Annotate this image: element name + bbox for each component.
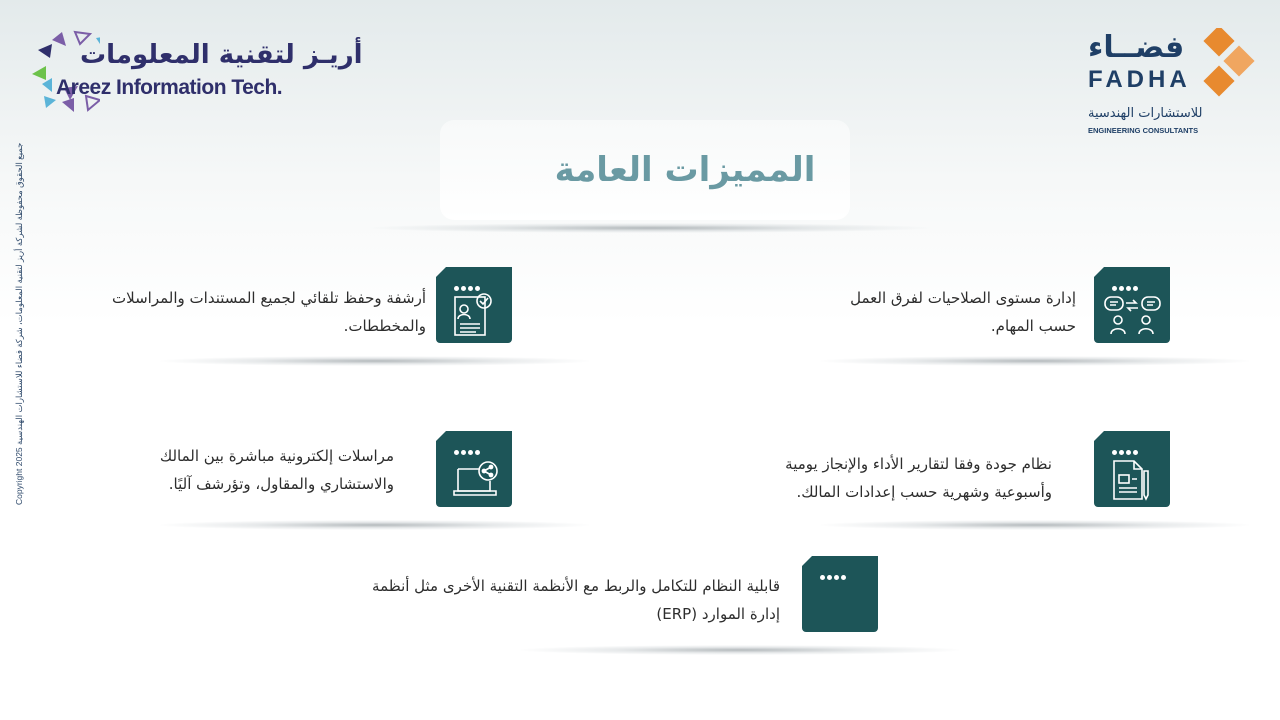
fadha-subtitle-arabic: للاستشارات الهندسية (1088, 106, 1203, 121)
fadha-subtitle-english: ENGINEERING CONSULTANTS (1088, 126, 1199, 135)
document-profile-icon (450, 289, 500, 339)
feature-card (1094, 267, 1170, 343)
feature-divider (160, 520, 590, 530)
copyright-text: Copyright 2025 جميع الحقوق محفوظة لشركة أريز لتقنية المعلومات، شركة فضاء للاستشارات الهندسية (14, 142, 24, 505)
feature-text: أرشفة وحفظ تلقائي لجميع المستندات والمراسلات والمخططات. (112, 289, 426, 335)
feature-divider (520, 645, 960, 655)
feature-text: نظام جودة وفقا لتقارير الأداء والإنجاز يومية وأسبوعية وشهرية حسب إعدادات المالك. (785, 455, 1052, 501)
diamonds-logo-icon (1188, 28, 1258, 108)
areez-english-name: Areez Information Tech. (56, 76, 283, 99)
feature-text: إدارة مستوى الصلاحيات لفرق العمل حسب المهام. (850, 289, 1076, 335)
dots-icon (1112, 450, 1138, 455)
dots-icon (1112, 286, 1138, 291)
feature-divider (160, 356, 590, 366)
feature-card (1094, 431, 1170, 507)
dots-icon (820, 575, 846, 580)
feature-card (802, 556, 878, 632)
fadha-logo (1080, 28, 1260, 143)
fadha-arabic-name: فضــاء (1088, 30, 1185, 65)
feature-divider (820, 520, 1250, 530)
page-title: المميزات العامة (554, 150, 816, 190)
feature-text: مراسلات إلكترونية مباشرة بين المالك والاستشاري والمقاول، وتؤرشف آليًا. (159, 447, 394, 493)
feature-card (436, 267, 512, 343)
team-chat-icon (1102, 293, 1162, 339)
areez-arabic-name: أريـز لتقنية المعلومات (80, 40, 363, 70)
laptop-share-icon (450, 459, 500, 503)
feature-card (436, 431, 512, 507)
fadha-english-name: FADHA (1088, 66, 1191, 93)
title-box (440, 120, 850, 220)
feature-text: قابلية النظام للتكامل والربط مع الأنظمة التقنية الأخرى مثل أنظمة إدارة الموارد (ERP) (372, 577, 780, 623)
areez-logo (30, 30, 363, 120)
report-pen-icon (1108, 457, 1158, 503)
title-divider (370, 223, 930, 233)
feature-divider (820, 356, 1250, 366)
dots-icon (454, 450, 480, 455)
